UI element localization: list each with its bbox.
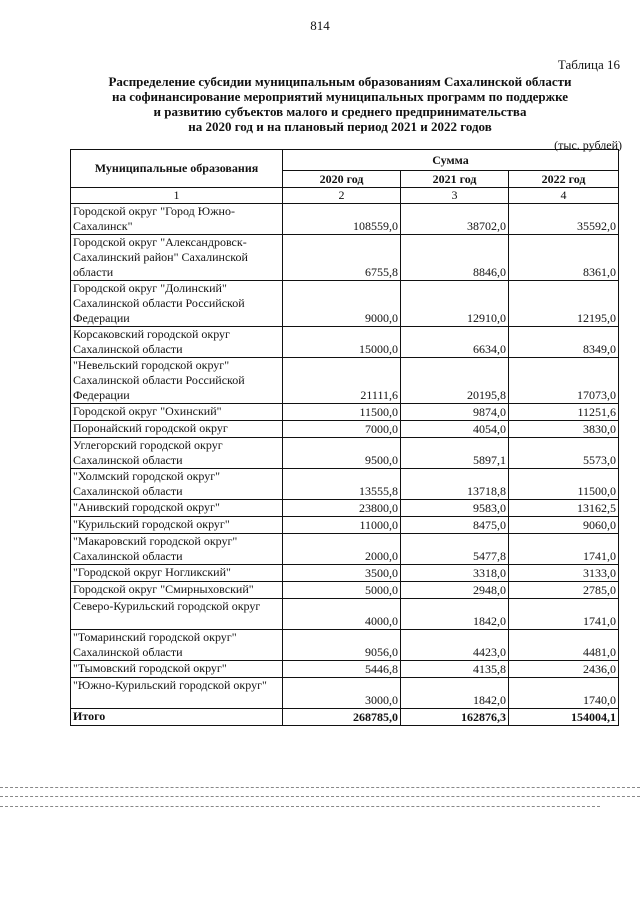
- value-2020: 9500,0: [283, 438, 401, 469]
- total-2022: 154004,1: [509, 709, 619, 726]
- value-2022: 11251,6: [509, 404, 619, 421]
- municipality-name: "Тымовский городской округ": [71, 661, 283, 678]
- table-row: [71, 599, 619, 630]
- municipality-name: "Холмский городской округ" Сахалинской области: [71, 469, 283, 500]
- value-2021: 4423,0: [401, 630, 509, 661]
- value-2020: 6755,8: [283, 235, 401, 281]
- value-2020: 23800,0: [283, 500, 401, 517]
- municipality-name: "Курильский городской округ": [71, 517, 283, 534]
- municipality-name: Корсаковский городской округ Сахалинской области: [71, 327, 283, 358]
- column-index: 1: [71, 188, 283, 204]
- table-row: [71, 281, 619, 327]
- value-2020: 11000,0: [283, 517, 401, 534]
- value-2021: 20195,8: [401, 358, 509, 404]
- municipality-name: "Анивский городской округ": [71, 500, 283, 517]
- title-line: на 2020 год и на плановый период 2021 и 2022 годов: [188, 119, 492, 134]
- unit-note: (тыс. рублей): [554, 138, 622, 152]
- value-2022: 3133,0: [509, 565, 619, 582]
- title-line: на софинансирование мероприятий муниципальных программ по поддержке: [111, 89, 569, 104]
- header-sum: Сумма: [283, 150, 619, 171]
- table-row: [71, 500, 619, 517]
- value-2020: 5446,8: [283, 661, 401, 678]
- table-row: [71, 469, 619, 500]
- value-2022: 17073,0: [509, 358, 619, 404]
- municipality-name: Углегорский городской округ Сахалинской области: [71, 438, 283, 469]
- table-row: [71, 327, 619, 358]
- value-2020: 7000,0: [283, 421, 401, 438]
- header-year-2022: 2022 год: [509, 171, 619, 188]
- table-row: [71, 438, 619, 469]
- municipality-name: Поронайский городской округ: [71, 421, 283, 438]
- municipality-name: Городской округ "Долинский" Сахалинской области Российской Федерации: [71, 281, 283, 327]
- table-row: [71, 404, 619, 421]
- scan-line: [0, 796, 640, 797]
- value-2020: 15000,0: [283, 327, 401, 358]
- total-label: Итого: [71, 709, 283, 726]
- page-number: 814: [310, 18, 330, 33]
- table-row: [71, 517, 619, 534]
- table-row: [71, 204, 619, 235]
- table-row: [71, 534, 619, 565]
- value-2020: 3000,0: [283, 678, 401, 709]
- value-2021: 5897,1: [401, 438, 509, 469]
- value-2021: 3318,0: [401, 565, 509, 582]
- header-municipalities: Муниципальные образования: [71, 150, 283, 188]
- subsidy-table: [70, 149, 619, 726]
- scan-line: [0, 806, 600, 807]
- municipality-name: "Городской округ Ногликский": [71, 565, 283, 582]
- value-2021: 6634,0: [401, 327, 509, 358]
- total-row: [71, 709, 619, 726]
- value-2020: 9056,0: [283, 630, 401, 661]
- table-row: [71, 421, 619, 438]
- value-2022: 2785,0: [509, 582, 619, 599]
- value-2022: 1741,0: [509, 534, 619, 565]
- municipality-name: Городской округ "Город Южно-Сахалинск": [71, 204, 283, 235]
- value-2022: 1741,0: [509, 599, 619, 630]
- title-line: и развитию субъектов малого и среднего предпринимательства: [153, 104, 527, 119]
- value-2021: 13718,8: [401, 469, 509, 500]
- table-label: Таблица 16: [557, 57, 620, 72]
- value-2022: 35592,0: [509, 204, 619, 235]
- value-2021: 1842,0: [401, 678, 509, 709]
- table-row: [71, 358, 619, 404]
- municipality-name: Городской округ "Охинский": [71, 404, 283, 421]
- column-index: 3: [401, 188, 509, 204]
- value-2022: 12195,0: [509, 281, 619, 327]
- value-2020: 13555,8: [283, 469, 401, 500]
- value-2021: 1842,0: [401, 599, 509, 630]
- value-2022: 8349,0: [509, 327, 619, 358]
- municipality-name: Городской округ "Александровск-Сахалинский район" Сахалинской области: [71, 235, 283, 281]
- value-2020: 21111,6: [283, 358, 401, 404]
- value-2020: 4000,0: [283, 599, 401, 630]
- value-2020: 108559,0: [283, 204, 401, 235]
- municipality-name: Городской округ "Смирныховский": [71, 582, 283, 599]
- column-index-row: [71, 188, 619, 204]
- value-2021: 4135,8: [401, 661, 509, 678]
- total-2020: 268785,0: [283, 709, 401, 726]
- value-2020: 5000,0: [283, 582, 401, 599]
- header-year-2021: 2021 год: [401, 171, 509, 188]
- municipality-name: "Невельский городской округ" Сахалинской области Российской Федерации: [71, 358, 283, 404]
- municipality-name: "Макаровский городской округ" Сахалинской области: [71, 534, 283, 565]
- value-2021: 8475,0: [401, 517, 509, 534]
- total-2021: 162876,3: [401, 709, 509, 726]
- header-year-2020: 2020 год: [283, 171, 401, 188]
- value-2021: 38702,0: [401, 204, 509, 235]
- value-2022: 2436,0: [509, 661, 619, 678]
- value-2022: 8361,0: [509, 235, 619, 281]
- title-line: Распределение субсидии муниципальным образованиям Сахалинской области: [108, 74, 572, 89]
- value-2022: 9060,0: [509, 517, 619, 534]
- value-2021: 4054,0: [401, 421, 509, 438]
- municipality-name: "Южно-Курильский городской округ": [71, 678, 283, 709]
- column-index: 2: [283, 188, 401, 204]
- value-2021: 9583,0: [401, 500, 509, 517]
- table-row: [71, 565, 619, 582]
- value-2021: 8846,0: [401, 235, 509, 281]
- value-2022: 5573,0: [509, 438, 619, 469]
- value-2022: 11500,0: [509, 469, 619, 500]
- table-row: [71, 678, 619, 709]
- scan-line: [0, 787, 640, 788]
- value-2022: 4481,0: [509, 630, 619, 661]
- table-row: [71, 582, 619, 599]
- table-row: [71, 235, 619, 281]
- column-index: 4: [509, 188, 619, 204]
- value-2020: 9000,0: [283, 281, 401, 327]
- value-2021: 9874,0: [401, 404, 509, 421]
- value-2020: 2000,0: [283, 534, 401, 565]
- municipality-name: "Томаринский городской округ" Сахалинской области: [71, 630, 283, 661]
- value-2021: 2948,0: [401, 582, 509, 599]
- value-2022: 3830,0: [509, 421, 619, 438]
- municipality-name: Северо-Курильский городской округ: [71, 599, 283, 630]
- value-2022: 13162,5: [509, 500, 619, 517]
- value-2020: 3500,0: [283, 565, 401, 582]
- document-title: [90, 74, 590, 134]
- value-2021: 12910,0: [401, 281, 509, 327]
- table-row: [71, 630, 619, 661]
- value-2022: 1740,0: [509, 678, 619, 709]
- value-2021: 5477,8: [401, 534, 509, 565]
- table-row: [71, 661, 619, 678]
- value-2020: 11500,0: [283, 404, 401, 421]
